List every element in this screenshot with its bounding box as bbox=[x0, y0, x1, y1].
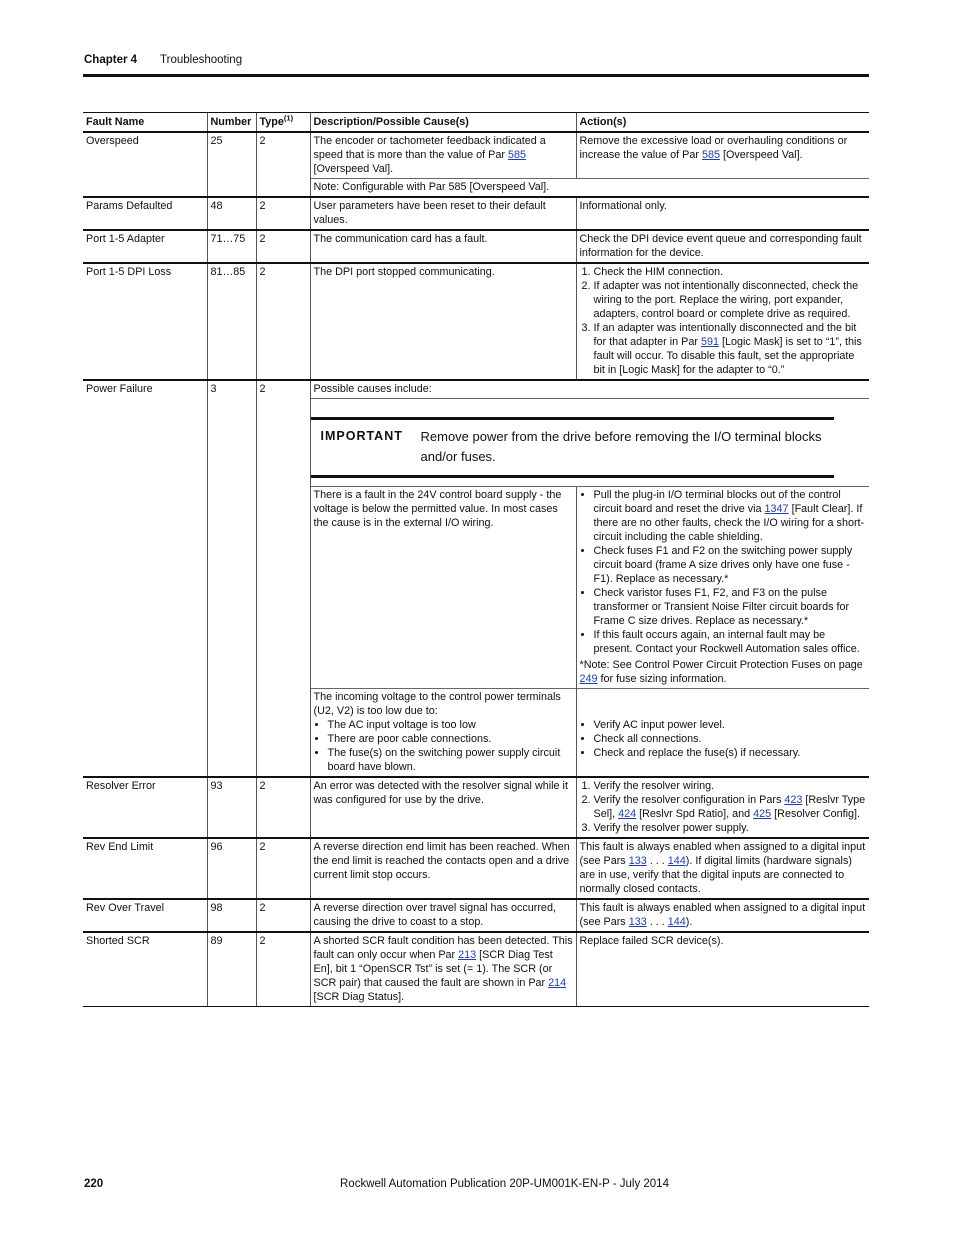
action-bullet: • Check varistor fuses F1, F2, and F3 on the pulse transformer or Transient Noise Filter circuit boards for Frame C size drives. Replace as necessary.* bbox=[594, 586, 868, 628]
col-actions: Action(s) bbox=[576, 113, 869, 133]
fault-type: 2 bbox=[256, 838, 310, 899]
action-step: 1. Verify the resolver wiring. bbox=[594, 779, 868, 793]
action-bullet: • Check fuses F1 and F2 on the switching power supply circuit board (frame A size drives only have one fuse - F1). Replace as necessary.* bbox=[594, 544, 868, 586]
cause-bullet: • The AC input voltage is too low bbox=[328, 718, 574, 732]
fault-description: The encoder or tachometer feedback indicated a speed that is more than the value of Par 585 [Overspeed Val]. bbox=[310, 132, 576, 179]
fault-note: Note: Configurable with Par 585 [Overspeed Val]. bbox=[310, 179, 869, 198]
fault-name: Overspeed bbox=[83, 132, 207, 197]
important-callout-cell bbox=[310, 399, 869, 487]
action-bullet: • Verify AC input power level. bbox=[594, 718, 868, 732]
table-row bbox=[83, 263, 869, 380]
fault-description: An error was detected with the resolver signal while it was configured for use by the drive. bbox=[310, 777, 576, 838]
action-step: 3. If an adapter was intentionally disconnected and the bit for that adapter in Par 591 [Logic Mask] is set to “1”, this fault will occur. To disable this fault, set the appropriate bit in [Logic Mask] for the adapter to “0.” bbox=[594, 321, 868, 377]
fault-name: Resolver Error bbox=[83, 777, 207, 838]
param-link[interactable]: 213 bbox=[458, 949, 477, 961]
col-type-label: Type bbox=[259, 116, 284, 128]
fault-number: 71…75 bbox=[207, 230, 256, 263]
fault-description: The DPI port stopped communicating. bbox=[310, 263, 576, 380]
fault-action: Remove the excessive load or overhauling conditions or increase the value of Par 585 [Overspeed Val]. bbox=[576, 132, 869, 179]
fault-name: Power Failure bbox=[83, 380, 207, 777]
table-row bbox=[83, 932, 869, 1007]
fault-description bbox=[310, 689, 576, 778]
action-bullet: • Check and replace the fuse(s) if necessary. bbox=[594, 746, 868, 760]
header-rule bbox=[83, 74, 869, 77]
important-label: IMPORTANT bbox=[320, 429, 403, 443]
fault-type: 2 bbox=[256, 777, 310, 838]
fault-type: 2 bbox=[256, 263, 310, 380]
action-bullet: • Check all connections. bbox=[594, 732, 868, 746]
cause-text: The incoming voltage to the control power terminals (U2, V2) is too low due to: bbox=[313, 691, 561, 717]
param-link[interactable]: 133 bbox=[628, 916, 647, 928]
fault-name: Params Defaulted bbox=[83, 197, 207, 230]
col-type-footnote: (1) bbox=[283, 113, 294, 123]
fault-action: Replace failed SCR device(s). bbox=[576, 932, 869, 1007]
fault-type: 2 bbox=[256, 899, 310, 932]
param-link[interactable]: 425 bbox=[753, 808, 772, 820]
section-label: Troubleshooting bbox=[160, 54, 243, 66]
action-bullet: • Pull the plug-in I/O terminal blocks out of the control circuit board and reset the drive via 1347 [Fault Clear]. If there are no other faults, check the I/O wiring for a short-circuit including the cable shielding. bbox=[594, 488, 868, 544]
action-step: 3. Verify the resolver power supply. bbox=[594, 821, 868, 835]
fault-action bbox=[576, 487, 869, 689]
table-row bbox=[83, 197, 869, 230]
fault-description: Possible causes include: bbox=[310, 380, 869, 399]
table-row bbox=[83, 132, 869, 179]
action-bullets bbox=[580, 488, 868, 656]
fault-number: 89 bbox=[207, 932, 256, 1007]
table-row bbox=[83, 838, 869, 899]
col-description: Description/Possible Cause(s) bbox=[310, 113, 576, 133]
chapter-label: Chapter 4 bbox=[84, 54, 138, 66]
action-steps bbox=[580, 265, 868, 377]
param-link[interactable]: 585 bbox=[701, 149, 720, 161]
fault-type: 2 bbox=[256, 132, 310, 197]
param-link[interactable]: 424 bbox=[618, 808, 637, 820]
page-number: 220 bbox=[84, 1178, 104, 1190]
fault-action bbox=[576, 263, 869, 380]
cause-bullets bbox=[314, 718, 574, 774]
fault-name: Port 1-5 Adapter bbox=[83, 230, 207, 263]
fault-name: Rev Over Travel bbox=[83, 899, 207, 932]
param-link[interactable]: 133 bbox=[628, 855, 647, 867]
important-callout bbox=[311, 417, 834, 478]
fault-number: 98 bbox=[207, 899, 256, 932]
fault-action: This fault is always enabled when assigned to a digital input (see Pars 133 . . . 144). bbox=[576, 899, 869, 932]
fault-description: The communication card has a fault. bbox=[310, 230, 576, 263]
fault-description: A reverse direction over travel signal has occurred, causing the drive to coast to a stop. bbox=[310, 899, 576, 932]
action-step: 2. If adapter was not intentionally disconnected, check the wiring to the port. Replace the wiring, port expander, adapters, control board or complete drive as required. bbox=[594, 279, 868, 321]
action-step: 1. Check the HIM connection. bbox=[594, 265, 868, 279]
action-step: 2. Verify the resolver configuration in Pars 423 [Reslvr Type Sel], 424 [Reslvr Spd Ratio], and 425 [Resolver Config]. bbox=[594, 793, 868, 821]
publication-info: Rockwell Automation Publication 20P-UM001K-EN-P - July 2014 bbox=[340, 1178, 669, 1190]
fault-name: Port 1-5 DPI Loss bbox=[83, 263, 207, 380]
fault-table bbox=[83, 112, 869, 1007]
param-link[interactable]: 591 bbox=[700, 336, 719, 348]
fault-name: Shorted SCR bbox=[83, 932, 207, 1007]
table-header-row bbox=[83, 113, 869, 133]
param-link[interactable]: 1347 bbox=[764, 503, 789, 515]
fault-action bbox=[576, 689, 869, 778]
fault-description: A shorted SCR fault condition has been detected. This fault can only occur when Par 213 [SCR Diag Test En], bit 1 “OpenSCR Tst” is set (= 1). The SCR (or SCR pair) that caused the fault are shown in Par 214 [SCR Diag Status]. bbox=[310, 932, 576, 1007]
table-row bbox=[83, 230, 869, 263]
table-row bbox=[83, 777, 869, 838]
action-steps bbox=[580, 779, 868, 835]
fault-action: This fault is always enabled when assigned to a digital input (see Pars 133 . . . 144). If digital limits (hardware signals) are in use, verify that the digital inputs are connected to normally closed contacts. bbox=[576, 838, 869, 899]
param-link[interactable]: 585 bbox=[507, 149, 526, 161]
table-row bbox=[83, 899, 869, 932]
important-text: Remove power from the drive before removing the I/O terminal blocks and/or fuses. bbox=[420, 429, 822, 464]
fault-number: 48 bbox=[207, 197, 256, 230]
cause-bullet: • The fuse(s) on the switching power supply circuit board have blown. bbox=[328, 746, 574, 774]
fault-name: Rev End Limit bbox=[83, 838, 207, 899]
param-link[interactable]: 214 bbox=[548, 977, 567, 989]
fault-number: 81…85 bbox=[207, 263, 256, 380]
fault-description: A reverse direction end limit has been reached. When the end limit is reached the contacts open and a drive current limit stop occurs. bbox=[310, 838, 576, 899]
table-row bbox=[83, 380, 869, 399]
fault-action bbox=[576, 777, 869, 838]
action-bullet: • If this fault occurs again, an internal fault may be present. Contact your Rockwell Automation sales office. bbox=[594, 628, 868, 656]
page-link[interactable]: 249 bbox=[579, 673, 598, 685]
fault-action: Check the DPI device event queue and corresponding fault information for the device. bbox=[576, 230, 869, 263]
param-link[interactable]: 144 bbox=[667, 855, 686, 867]
fault-type: 2 bbox=[256, 932, 310, 1007]
fault-number: 93 bbox=[207, 777, 256, 838]
fault-action: Informational only. bbox=[576, 197, 869, 230]
col-fault-name: Fault Name bbox=[83, 113, 207, 133]
fault-description: User parameters have been reset to their default values. bbox=[310, 197, 576, 230]
fault-description: There is a fault in the 24V control board supply - the voltage is below the permitted value. In most cases the cause is in the external I/O wiring. bbox=[310, 487, 576, 689]
fault-number: 25 bbox=[207, 132, 256, 197]
col-type bbox=[256, 113, 310, 133]
col-number: Number bbox=[207, 113, 256, 133]
fault-type: 2 bbox=[256, 197, 310, 230]
fault-number: 3 bbox=[207, 380, 256, 777]
action-bullets bbox=[580, 718, 868, 760]
param-link[interactable]: 423 bbox=[784, 794, 803, 806]
fault-type: 2 bbox=[256, 230, 310, 263]
cause-bullet: • There are poor cable connections. bbox=[328, 732, 574, 746]
param-link[interactable]: 144 bbox=[667, 916, 686, 928]
fault-type: 2 bbox=[256, 380, 310, 777]
fault-number: 96 bbox=[207, 838, 256, 899]
fuse-note: *Note: See Control Power Circuit Protection Fuses on page 249 for fuse sizing information. bbox=[579, 659, 863, 685]
page-header bbox=[84, 53, 242, 67]
